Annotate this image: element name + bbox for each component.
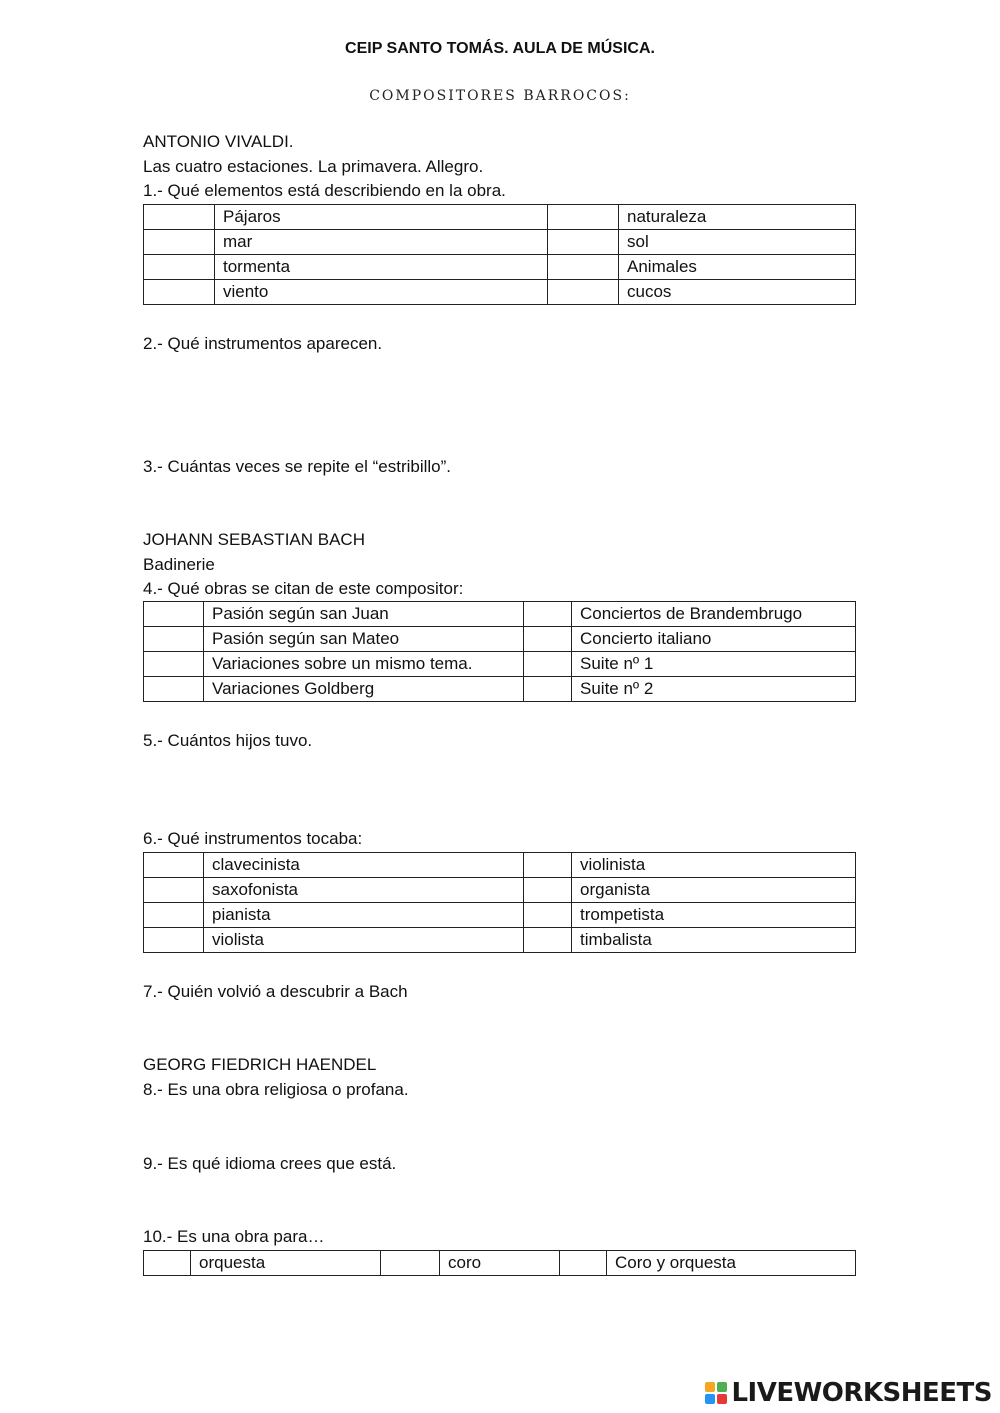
option-label: orquesta xyxy=(191,1251,381,1276)
table-row xyxy=(144,255,856,280)
option-label: Variaciones Goldberg xyxy=(204,677,524,702)
liveworksheets-logo xyxy=(705,1378,992,1408)
answer-checkbox[interactable] xyxy=(524,627,572,652)
answer-checkbox[interactable] xyxy=(524,853,572,878)
option-label: Conciertos de Brandembrugo xyxy=(572,602,856,627)
table-row xyxy=(144,652,856,677)
option-label: Suite nº 1 xyxy=(572,652,856,677)
question-4: 4.- Qué obras se citan de este compositor: xyxy=(143,579,464,598)
option-label: sol xyxy=(619,230,856,255)
q10-table xyxy=(143,1250,856,1276)
answer-checkbox[interactable] xyxy=(144,627,204,652)
option-label: trompetista xyxy=(572,903,856,928)
answer-checkbox[interactable] xyxy=(548,255,619,280)
option-label: Concierto italiano xyxy=(572,627,856,652)
option-label: coro xyxy=(440,1251,560,1276)
answer-checkbox[interactable] xyxy=(144,903,204,928)
table-row xyxy=(144,1251,856,1276)
composer-haendel: GEORG FIEDRICH HAENDEL xyxy=(143,1055,377,1074)
option-label: Pájaros xyxy=(215,205,548,230)
option-label: timbalista xyxy=(572,928,856,953)
option-label: saxofonista xyxy=(204,878,524,903)
composer-vivaldi: ANTONIO VIVALDI. xyxy=(143,132,294,151)
question-1: 1.- Qué elementos está describiendo en la obra. xyxy=(143,181,506,200)
option-label: Coro y orquesta xyxy=(607,1251,856,1276)
question-8: 8.- Es una obra religiosa o profana. xyxy=(143,1080,409,1099)
table-row xyxy=(144,230,856,255)
answer-checkbox[interactable] xyxy=(524,602,572,627)
question-2: 2.- Qué instrumentos aparecen. xyxy=(143,334,383,353)
table-row xyxy=(144,205,856,230)
work-bach: Badinerie xyxy=(143,555,215,574)
q6-table xyxy=(143,852,856,953)
answer-checkbox[interactable] xyxy=(560,1251,607,1276)
answer-checkbox[interactable] xyxy=(144,255,215,280)
page-subtitle: COMPOSITORES BARROCOS: xyxy=(369,88,631,104)
table-row xyxy=(144,853,856,878)
table-row xyxy=(144,280,856,305)
question-7: 7.- Quién volvió a descubrir a Bach xyxy=(143,982,408,1001)
answer-checkbox[interactable] xyxy=(548,205,619,230)
answer-checkbox[interactable] xyxy=(144,853,204,878)
table-row xyxy=(144,602,856,627)
answer-checkbox[interactable] xyxy=(144,677,204,702)
question-3: 3.- Cuántas veces se repite el “estribillo”. xyxy=(143,457,452,476)
answer-checkbox[interactable] xyxy=(381,1251,440,1276)
option-label: cucos xyxy=(619,280,856,305)
option-label: Pasión según san Juan xyxy=(204,602,524,627)
page-title: CEIP SANTO TOMÁS. AULA DE MÚSICA. xyxy=(345,40,655,57)
option-label: violinista xyxy=(572,853,856,878)
option-label: organista xyxy=(572,878,856,903)
composer-bach: JOHANN SEBASTIAN BACH xyxy=(143,530,365,549)
answer-checkbox[interactable] xyxy=(524,903,572,928)
option-label: clavecinista xyxy=(204,853,524,878)
answer-checkbox[interactable] xyxy=(144,280,215,305)
option-label: Animales xyxy=(619,255,856,280)
table-row xyxy=(144,928,856,953)
table-row xyxy=(144,903,856,928)
logo-text: LIVEWORKSHEETS xyxy=(731,1378,992,1408)
answer-checkbox[interactable] xyxy=(524,677,572,702)
option-label: Variaciones sobre un mismo tema. xyxy=(204,652,524,677)
option-label: Suite nº 2 xyxy=(572,677,856,702)
question-6: 6.- Qué instrumentos tocaba: xyxy=(143,829,363,848)
answer-checkbox[interactable] xyxy=(524,878,572,903)
answer-checkbox[interactable] xyxy=(144,1251,191,1276)
answer-checkbox[interactable] xyxy=(144,230,215,255)
answer-checkbox[interactable] xyxy=(144,205,215,230)
table-row xyxy=(144,878,856,903)
answer-checkbox[interactable] xyxy=(144,602,204,627)
option-label: naturaleza xyxy=(619,205,856,230)
question-5: 5.- Cuántos hijos tuvo. xyxy=(143,731,313,750)
answer-checkbox[interactable] xyxy=(548,230,619,255)
option-label: pianista xyxy=(204,903,524,928)
option-label: mar xyxy=(215,230,548,255)
table-row xyxy=(144,627,856,652)
option-label: Pasión según san Mateo xyxy=(204,627,524,652)
table-row xyxy=(144,677,856,702)
answer-checkbox[interactable] xyxy=(548,280,619,305)
q4-table xyxy=(143,601,856,702)
question-9: 9.- Es qué idioma crees que está. xyxy=(143,1154,397,1173)
option-label: violista xyxy=(204,928,524,953)
answer-checkbox[interactable] xyxy=(524,928,572,953)
answer-checkbox[interactable] xyxy=(144,928,204,953)
answer-checkbox[interactable] xyxy=(144,652,204,677)
question-10: 10.- Es una obra para… xyxy=(143,1227,325,1246)
answer-checkbox[interactable] xyxy=(144,878,204,903)
answer-checkbox[interactable] xyxy=(524,652,572,677)
option-label: viento xyxy=(215,280,548,305)
option-label: tormenta xyxy=(215,255,548,280)
q1-table xyxy=(143,204,856,305)
logo-mark-icon xyxy=(705,1382,727,1404)
work-vivaldi: Las cuatro estaciones. La primavera. Allegro. xyxy=(143,157,484,176)
